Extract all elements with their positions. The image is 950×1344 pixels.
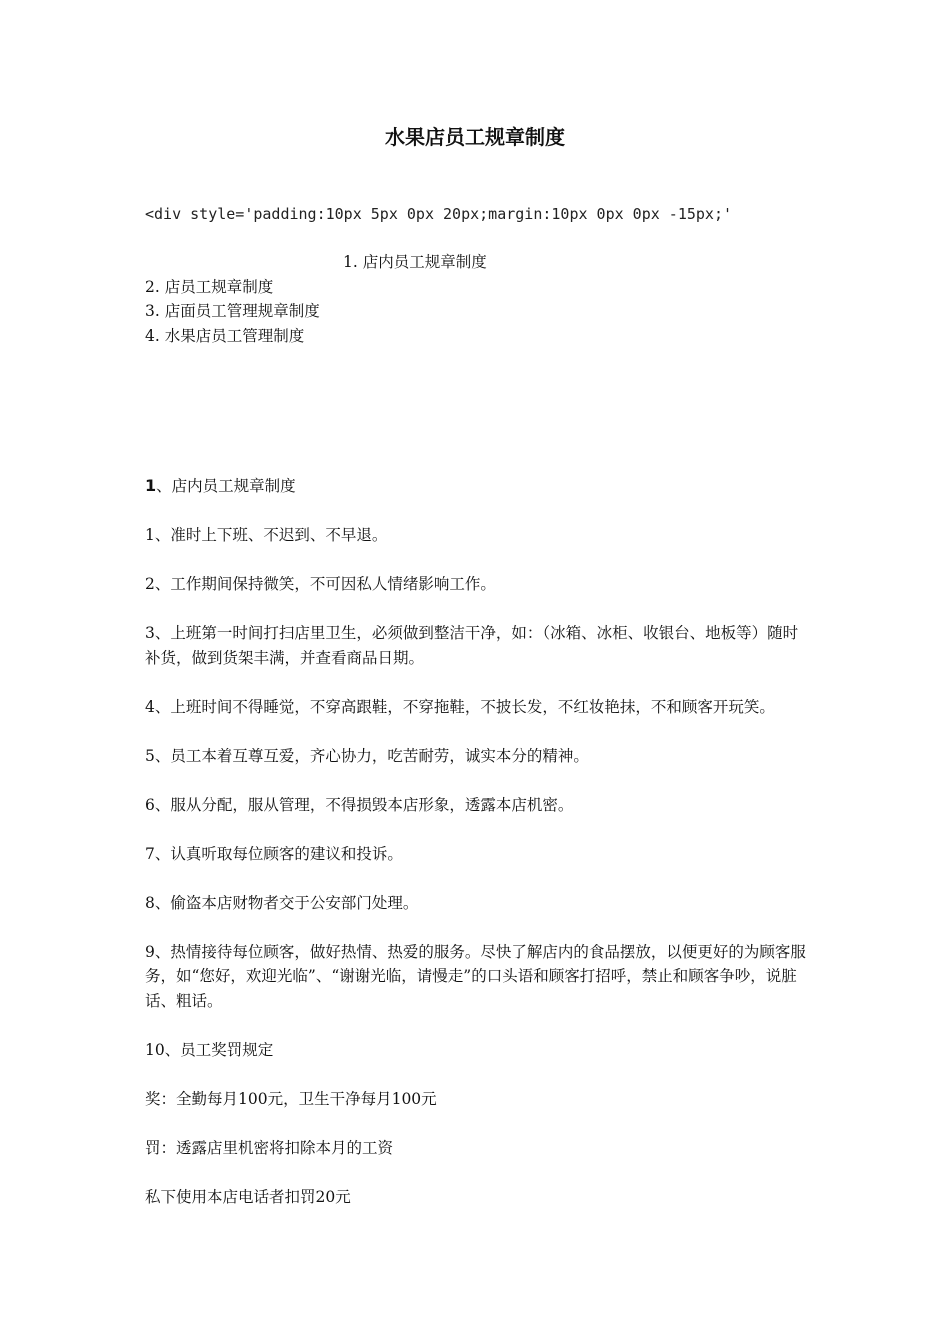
paragraph: 3、上班第一时间打扫店里卫生，必须做到整洁干净，如：（冰箱、冰柜、收银台、地板等）随时补货，做到货架丰满，并查看商品日期。 [145, 624, 799, 667]
paragraph: 10、员工奖罚规定 [145, 1040, 274, 1059]
document-title: 水果店员工规章制度 [385, 125, 565, 149]
toc-item: 3. 店面员工管理规章制度 [145, 302, 320, 320]
toc-item: 4. 水果店员工管理制度 [145, 326, 305, 345]
section-number: 1 [145, 476, 157, 495]
paragraph: 9、热情接待每位顾客，做好热情、热爱的服务。尽快了解店内的食品摆放，以便更好的为顾客服务，如“您好，欢迎光临”、“谢谢光临，请慢走”的口头语和顾客打招呼，禁止和顾客争吵，说脏话、粗话。 [145, 942, 806, 1010]
paragraph: 私下使用本店电话者扣罚20元 [145, 1187, 351, 1206]
section-heading-text: 、店内员工规章制度 [156, 477, 296, 495]
paragraph: 8、偷盗本店财物者交于公安部门处理。 [145, 893, 419, 912]
paragraph: 7、认真听取每位顾客的建议和投诉。 [145, 844, 403, 863]
paragraph: 罚：透露店里机密将扣除本月的工资 [145, 1138, 394, 1157]
paragraph: 奖：全勤每月100元，卫生干净每月100元 [145, 1089, 437, 1108]
paragraph: 2、工作期间保持微笑，不可因私人情绪影响工作。 [145, 575, 496, 593]
paragraph: 4、上班时间不得睡觉，不穿高跟鞋，不穿拖鞋，不披长发，不红妆艳抹，不和顾客开玩笑。 [145, 697, 775, 716]
toc-item: 1. 店内员工规章制度 [343, 253, 487, 271]
section-heading [145, 474, 810, 499]
document-body [145, 474, 810, 1234]
paragraph: 1、准时上下班、不迟到、不早退。 [145, 526, 388, 544]
paragraph: 5、员工本着互尊互爱，齐心协力，吃苦耐劳，诚实本分的精神。 [145, 746, 589, 765]
table-of-contents [145, 250, 810, 348]
code-fragment: <div style='padding:10px 5px 0px 20px;margin:10px 0px 0px -15px;' [145, 205, 732, 223]
toc-item: 2. 店员工规章制度 [145, 277, 274, 296]
paragraph: 6、服从分配，服从管理，不得损毁本店形象，透露本店机密。 [145, 795, 574, 814]
